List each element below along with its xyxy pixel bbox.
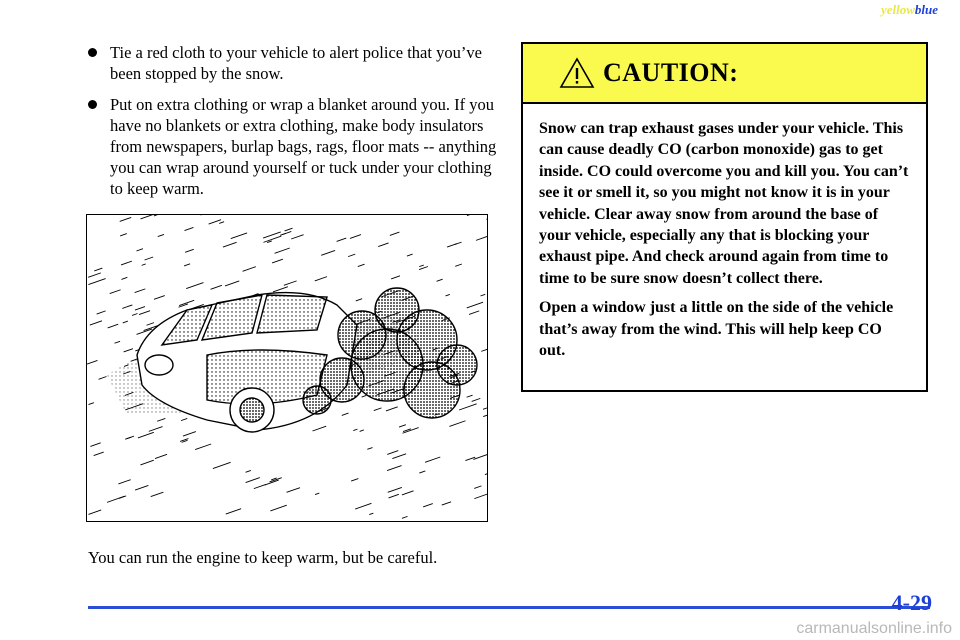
bullet-list xyxy=(88,42,498,209)
snow-streak xyxy=(399,425,406,427)
snow-streak xyxy=(391,276,400,279)
bullet-dot-icon xyxy=(88,100,97,109)
snow-streak xyxy=(90,443,100,447)
snow-streak xyxy=(423,504,433,507)
snow-streak xyxy=(88,279,105,285)
snow-streak xyxy=(459,404,477,410)
snow-streak xyxy=(211,285,222,289)
snow-streak xyxy=(154,296,165,300)
snow-streak xyxy=(139,311,150,315)
snow-streak xyxy=(378,243,388,247)
snow-streak xyxy=(291,235,303,239)
snow-streak xyxy=(392,454,406,459)
snow-streak xyxy=(120,217,132,221)
snow-streak xyxy=(126,436,134,439)
caution-header xyxy=(523,44,926,104)
snow-streak xyxy=(158,234,164,236)
snow-streak xyxy=(246,470,251,472)
watermark: carmanualsonline.info xyxy=(796,620,952,637)
snow-streak xyxy=(225,281,239,286)
snow-streak xyxy=(472,398,481,401)
snow-streak xyxy=(351,479,358,482)
snow-streak xyxy=(154,215,170,216)
snow-streak xyxy=(425,457,440,462)
snow-streak xyxy=(386,407,398,411)
snow-streak xyxy=(157,418,165,421)
snow-streak xyxy=(135,289,146,293)
snow-streak xyxy=(114,341,120,343)
snow-streak xyxy=(121,277,127,279)
snow-streak xyxy=(486,218,487,220)
snow-streak xyxy=(483,404,487,409)
snow-streak xyxy=(419,471,425,473)
snow-streak xyxy=(273,287,288,292)
snow-streak xyxy=(99,377,107,380)
snow-streak xyxy=(94,452,104,456)
snow-streak xyxy=(342,413,349,415)
snow-streak xyxy=(246,478,260,483)
snow-streak xyxy=(94,268,102,271)
snow-streak xyxy=(119,496,126,499)
snow-streak xyxy=(387,466,401,471)
snow-streak xyxy=(120,234,127,236)
snow-streak xyxy=(337,238,347,241)
snow-streak xyxy=(118,480,130,484)
snow-streak xyxy=(362,395,367,397)
snow-streak xyxy=(321,250,335,255)
snow-streak xyxy=(483,414,487,416)
snow-streak xyxy=(123,321,128,323)
snow-streak xyxy=(151,492,164,496)
snow-streak xyxy=(355,503,371,509)
snow-streak xyxy=(467,215,475,216)
color-tag-yellow: yellow xyxy=(880,2,915,17)
snow-streak xyxy=(88,510,101,514)
snow-streak xyxy=(474,486,481,489)
snow-streak xyxy=(87,360,97,364)
snow-streak xyxy=(142,264,146,265)
snow-streak xyxy=(287,488,300,493)
bullet-item xyxy=(88,94,498,199)
snow-streak xyxy=(149,427,163,432)
snow-streak xyxy=(280,233,286,235)
warning-triangle-icon xyxy=(559,57,595,89)
bullet-item xyxy=(88,42,498,84)
snow-streak xyxy=(369,513,373,514)
snow-streak xyxy=(90,321,102,325)
snow-streak xyxy=(270,505,286,511)
snow-streak xyxy=(442,502,451,505)
color-tag xyxy=(881,2,938,18)
snow-streak xyxy=(275,248,290,253)
caution-title: CAUTION: xyxy=(603,58,739,87)
snow-streak xyxy=(219,222,224,224)
bullet-text: Put on extra clothing or wrap a blanket around you. If you have no blankets or extra clothing, make body insulators from newspapers, burlap bags, rags, floor mats -- anything you can wrap around yourself or tuck under your clothing to keep warm. xyxy=(110,95,497,198)
snow-streak xyxy=(455,242,462,244)
snow-streak xyxy=(108,324,119,328)
snow-streak xyxy=(360,430,364,431)
snow-streak xyxy=(469,311,479,315)
caution-paragraph: Snow can trap exhaust gases under your vehicle. This can cause deadly CO (carbon monoxide) gas to get inside. CO could overcome you and kill you. You can’t see it or smell it, so you might not know it is in your vehicle. Clear away snow from around the base of your vehicle, especially any that is blocking your exhaust pipe. And check around again from time to time to be sure snow doesn’t collect there. xyxy=(539,120,909,287)
snow-streak xyxy=(243,267,256,272)
footer-rule xyxy=(88,606,930,609)
body-text: You can run the engine to keep warm, but be careful. xyxy=(88,548,438,567)
illustration-drawing xyxy=(87,215,487,521)
snow-streak xyxy=(449,421,465,427)
snow-streak xyxy=(481,349,487,352)
snow-streak xyxy=(315,277,327,281)
snow-streak xyxy=(313,426,327,431)
caution-box xyxy=(521,42,928,392)
snow-streak xyxy=(455,264,462,266)
snow-streak xyxy=(155,454,167,458)
snow-streak xyxy=(121,261,132,265)
snow-streak xyxy=(419,266,428,269)
snow-streak xyxy=(390,232,400,235)
snow-streak xyxy=(467,302,483,308)
snow-streak xyxy=(110,290,121,294)
caution-body xyxy=(523,104,926,361)
snow-streak xyxy=(402,491,414,495)
snow-streak xyxy=(348,254,355,256)
snow-streak xyxy=(367,448,372,450)
snow-streak xyxy=(213,462,231,468)
snow-streak xyxy=(437,279,443,281)
snow-streak xyxy=(231,233,247,239)
snow-streak xyxy=(122,305,132,309)
snow-streak xyxy=(356,299,362,301)
snow-streak xyxy=(183,432,196,437)
snow-streak xyxy=(485,470,487,475)
snow-streak xyxy=(146,323,154,326)
snow-streak xyxy=(138,432,154,438)
snow-streak xyxy=(184,264,190,266)
snow-streak xyxy=(136,249,143,251)
snow-streak xyxy=(88,403,93,405)
snow-streak xyxy=(195,444,211,450)
snow-streak xyxy=(467,395,473,397)
bullet-text: Tie a red cloth to your vehicle to alert police that you’ve been stopped by the snow. xyxy=(110,43,482,83)
snow-streak xyxy=(315,493,319,494)
snow-streak xyxy=(140,460,153,465)
snow-streak xyxy=(135,485,148,490)
snow-streak xyxy=(226,509,241,514)
snow-streak xyxy=(124,349,133,352)
snow-streak xyxy=(389,494,399,498)
page-number: 4-29 xyxy=(891,590,932,615)
snow-streak xyxy=(140,215,154,219)
snow-streak xyxy=(97,311,106,314)
snow-streak xyxy=(473,453,487,459)
snow-streak xyxy=(181,418,187,420)
snow-streak xyxy=(353,429,357,430)
snow-streak xyxy=(419,265,424,267)
snow-streak xyxy=(284,281,297,285)
snow-streak xyxy=(184,227,193,230)
snow-streak xyxy=(132,314,137,316)
snow-streak xyxy=(209,220,221,224)
snow-streak xyxy=(374,408,382,411)
snow-streak xyxy=(272,259,283,263)
snow-streak xyxy=(480,294,485,296)
snow-streak xyxy=(88,273,101,277)
bullet-dot-icon xyxy=(88,48,97,57)
snow-streak xyxy=(135,307,145,311)
snow-streak xyxy=(388,487,402,492)
snow-streak xyxy=(407,254,413,256)
color-tag-blue: blue xyxy=(914,2,938,17)
snow-streak xyxy=(185,249,194,252)
snow-streak xyxy=(402,516,408,518)
snow-streak xyxy=(358,264,365,266)
snow-streak xyxy=(476,235,487,240)
snow-streak xyxy=(350,235,361,239)
caution-paragraph: Open a window just a little on the side of the vehicle that’s away from the wind. This will help keep CO out. xyxy=(539,299,894,360)
snow-streak xyxy=(254,484,266,488)
snow-streak xyxy=(223,242,237,247)
snow-streak xyxy=(402,428,418,434)
snow-streak xyxy=(446,294,450,296)
snow-streak xyxy=(474,493,487,499)
snow-streak xyxy=(145,257,154,260)
snow-streak xyxy=(387,451,398,455)
snow-streak xyxy=(186,283,203,289)
snow-streak xyxy=(285,228,293,231)
snowbound-car-illustration xyxy=(86,214,488,522)
